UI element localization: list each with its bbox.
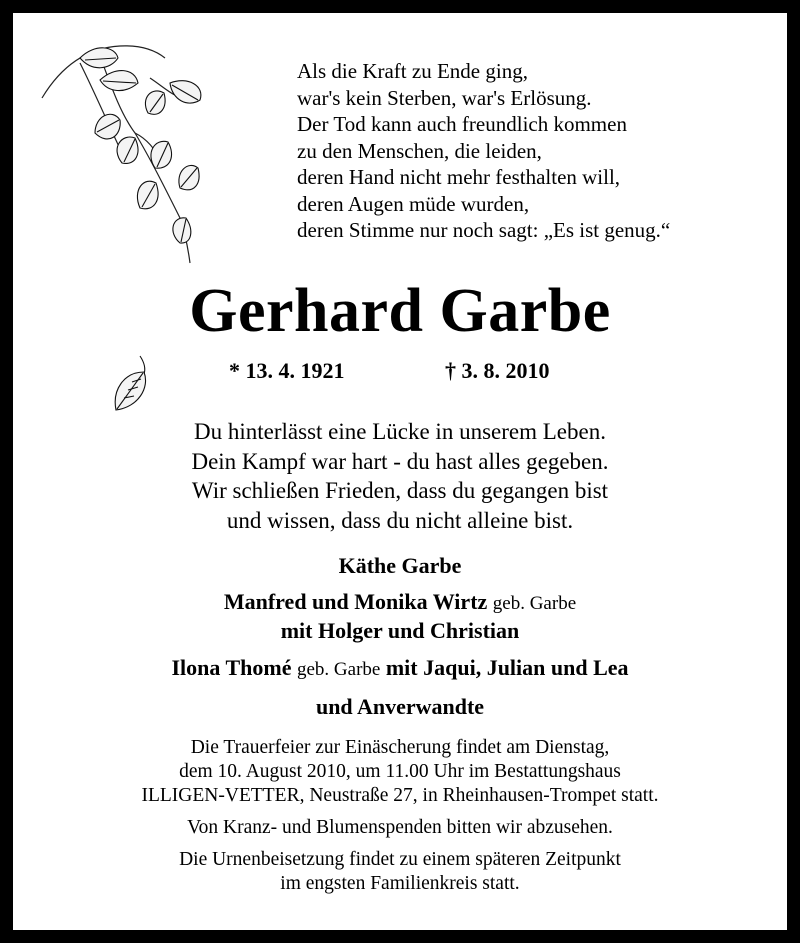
poem-line: war's kein Sterben, war's Erlösung. xyxy=(297,85,592,110)
mourner-line: und Anverwandte xyxy=(315,694,485,719)
mourner-line xyxy=(0,588,800,617)
opening-poem xyxy=(297,58,670,244)
poem-line: Der Tod kann auch freundlich kommen xyxy=(297,112,627,136)
ceremony-line: ILLIGEN-VETTER, Neustraße 27, in Rheinhausen-Trompet statt. xyxy=(141,785,659,806)
maiden-name-note: geb. Garbe xyxy=(492,593,577,614)
poem-line: zu den Menschen, die leiden, xyxy=(297,138,542,163)
deceased-name: Gerhard Garbe xyxy=(189,277,611,345)
verse-line: Wir schließen Frieden, dass du gegangen bist xyxy=(191,478,609,503)
mourner-name: Ilona Thomé xyxy=(171,655,292,680)
mourner-line xyxy=(0,654,800,683)
poem-line: Als die Kraft zu Ende ging, xyxy=(297,59,528,83)
death-date: † 3. 8. 2010 xyxy=(445,358,550,383)
flowers-note: Von Kranz- und Blumenspenden bitten wir abzusehen. xyxy=(187,817,613,838)
small-leaf-illustration xyxy=(110,352,152,414)
verse-line: und wissen, dass du nicht alleine bist. xyxy=(226,507,574,533)
birth-date: * 13. 4. 1921 xyxy=(229,358,345,383)
mourners-list xyxy=(0,552,800,720)
mourner-line: Käthe Garbe xyxy=(338,553,462,578)
verse-line: Dein Kampf war hart - du hast alles gegeben. xyxy=(191,448,609,474)
mourner-name: Manfred und Monika Wirtz xyxy=(223,589,488,614)
poem-line: deren Hand nicht mehr festhalten will, xyxy=(297,165,621,189)
birch-branch-illustration xyxy=(40,38,215,283)
urn-line: Die Urnenbeisetzung findet zu einem späteren Zeitpunkt xyxy=(179,849,621,870)
poem-line: deren Stimme nur noch sagt: „Es ist genug.“ xyxy=(297,218,671,242)
mourner-line: mit Holger und Christian xyxy=(280,618,520,643)
ceremony-line: Die Trauerfeier zur Einäscherung findet am Dienstag, xyxy=(190,737,610,758)
ceremony-line: dem 10. August 2010, um 11.00 Uhr im Bestattungshaus xyxy=(179,761,621,782)
maiden-name-note: geb. Garbe xyxy=(296,659,381,680)
funeral-notice xyxy=(0,736,800,896)
mourner-children: mit Jaqui, Julian und Lea xyxy=(385,655,629,680)
verse-line: Du hinterlässt eine Lücke in unserem Leben. xyxy=(194,419,606,444)
urn-line: im engsten Familienkreis statt. xyxy=(280,873,520,894)
memorial-verse xyxy=(0,417,800,535)
poem-line: deren Augen müde wurden, xyxy=(297,191,530,216)
